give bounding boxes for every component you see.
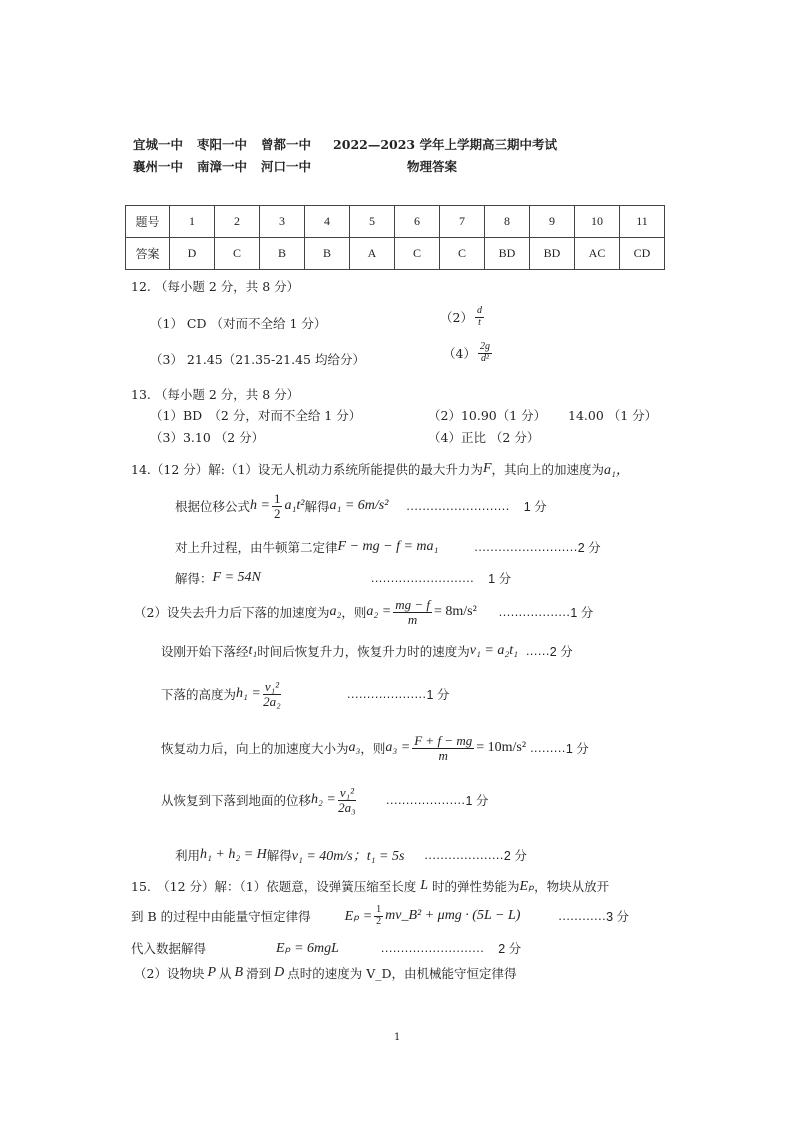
denominator: 2a₂: [263, 693, 281, 709]
denominator: m: [438, 747, 448, 763]
question-number: 9: [530, 206, 575, 238]
q14-intro: [131, 459, 630, 479]
text: （2）设失去升力后下落的加速度为: [134, 605, 330, 621]
school-name: 南漳一中: [197, 159, 248, 174]
math: Eₚ =: [344, 908, 373, 924]
dot-leader: ..........................: [370, 571, 475, 585]
numerator: v₁²: [339, 785, 355, 800]
table-row: [126, 206, 665, 238]
text: （2）设物块: [134, 966, 205, 981]
math: L: [420, 878, 429, 893]
q14-line-8: [161, 786, 488, 814]
q13-answer-4: （4）正比 （2 分）: [428, 430, 540, 445]
math: a₃ =: [385, 740, 411, 756]
dot-leader: ......: [525, 644, 550, 658]
question-number: 2: [215, 206, 260, 238]
q14-line-5: [161, 642, 573, 660]
math: Eₚ = 6mgL: [276, 940, 339, 956]
dot-leader: ....................: [347, 687, 427, 702]
table-header-cell: 答案: [126, 238, 170, 270]
q12-answer-1: （1） CD （对而不全给 1 分）: [150, 316, 327, 331]
question-number: 4: [305, 206, 350, 238]
q12-answer-2: [440, 306, 486, 328]
math: D: [274, 965, 285, 980]
question-number: 6: [395, 206, 440, 238]
table-row: [126, 238, 665, 270]
text: 从恢复到下落到地面的位移: [161, 793, 312, 809]
fraction: [263, 680, 281, 708]
text: ，其向上的加速度为: [491, 462, 605, 477]
answer-cell: A: [350, 238, 395, 270]
text: 解得: [304, 499, 330, 515]
numerator: 1: [273, 491, 281, 506]
answer-label: （2）: [440, 310, 473, 325]
fraction: [272, 492, 283, 520]
dot-leader: ..........................: [380, 941, 485, 955]
q14-line-1: [175, 492, 547, 520]
numerator: mg − f: [395, 597, 430, 612]
fraction: [475, 306, 484, 328]
answer-label: （4）: [443, 346, 476, 361]
q14-line-6: [161, 680, 449, 708]
math: v₁ = a₂t₁: [469, 643, 518, 658]
math: v₁ = 40m/s；t₁ = 5s: [291, 849, 405, 864]
q14-line-2: [175, 538, 601, 556]
q12-answer-3: （3） 21.45（21.35-21.45 均给分）: [150, 352, 365, 367]
fraction: [478, 342, 492, 364]
math: h₂ =: [311, 792, 336, 808]
text: ，则: [341, 605, 367, 621]
math: a₁ = 6m/s²: [329, 498, 389, 514]
dot-leader: ....................: [386, 793, 466, 808]
math: a₂: [329, 604, 342, 620]
score: 2 分: [577, 541, 601, 555]
text: 滑到: [246, 966, 272, 981]
score: 3 分: [606, 910, 630, 924]
answer-cell: BD: [485, 238, 530, 270]
denominator: 2: [376, 915, 382, 927]
q13-answer-2: （2）10.90（1 分）: [428, 408, 547, 423]
math: a₁，: [604, 463, 630, 478]
math: P: [207, 965, 217, 980]
question-number: 10: [575, 206, 620, 238]
dot-leader: ..........................: [406, 499, 510, 514]
score: 2 分: [498, 942, 522, 956]
q14-line-3: [175, 569, 511, 587]
answer-cell: BD: [530, 238, 575, 270]
math: h₁ + h₂ = H: [200, 847, 267, 862]
text: 从: [219, 966, 232, 981]
numerator: F + f − mg: [414, 733, 473, 748]
question-number: 1: [170, 206, 215, 238]
q15-line-2: [131, 939, 521, 957]
q14-line-7: [161, 734, 589, 762]
answer-cell: C: [395, 238, 440, 270]
question-number: 11: [620, 206, 665, 238]
math: = 10m/s²: [476, 740, 527, 756]
text: 对上升过程，由牛顿第二定律: [175, 540, 338, 555]
exam-title: 2022—2023 学年上学期高三期中考试: [333, 137, 557, 152]
score: 1 分: [523, 500, 547, 515]
math: h =: [250, 498, 270, 514]
math: a₃: [348, 740, 361, 756]
school-name: 河口一中: [261, 159, 312, 174]
math: B: [234, 965, 244, 980]
text: 点时的速度为 V_D，由机械能守恒定律得: [287, 966, 517, 981]
text: 利用: [175, 848, 201, 863]
fraction: [374, 905, 383, 927]
answer-cell: B: [260, 238, 305, 270]
school-name: 襄州一中: [133, 159, 184, 174]
q15-line-1: [131, 905, 629, 927]
math: F: [482, 461, 492, 476]
text: 根据位移公式: [175, 499, 251, 515]
text: 解得：: [175, 571, 213, 586]
score: 1 分: [465, 794, 489, 809]
fraction: [393, 598, 432, 626]
text: 时间后恢复升力，恢复升力时的速度为: [257, 644, 470, 659]
text: 15. （12 分）解：（1）依题意，设弹簧压缩至长度: [131, 879, 417, 894]
header-row-1: [133, 135, 557, 153]
score: 1 分: [570, 606, 594, 621]
q14-line-9: [175, 845, 527, 865]
math: a₁t²: [284, 498, 305, 514]
q13-answer-3: （3）3.10 （2 分）: [150, 430, 265, 445]
school-name: 曾都一中: [261, 137, 312, 152]
denominator: t: [478, 316, 481, 328]
numerator: 1: [376, 904, 382, 915]
school-name: 宜城一中: [133, 137, 184, 152]
fraction: [338, 786, 356, 814]
dot-leader: ..........................: [474, 540, 578, 554]
page-number: 1: [394, 1032, 401, 1043]
score: 1 分: [426, 688, 450, 703]
q12-answer-4: [443, 342, 494, 364]
denominator: 2a₃: [338, 799, 356, 815]
text: 设刚开始下落经: [161, 644, 249, 659]
math: F = 54N: [212, 570, 261, 585]
dot-leader: ..................: [498, 605, 571, 620]
q13-answer-1: （1）BD （2 分，对而不全给 1 分）: [150, 408, 362, 423]
answer-cell: CD: [620, 238, 665, 270]
answer-cell: B: [305, 238, 350, 270]
text: 下落的高度为: [161, 687, 237, 703]
math: Eₚ: [519, 878, 535, 894]
math: t₁: [248, 643, 258, 658]
answer-table: [125, 205, 665, 270]
answer-cell: C: [215, 238, 260, 270]
dot-leader: ............: [558, 909, 607, 923]
table-header-cell: 题号: [126, 206, 170, 238]
q12-title: 12. （每小题 2 分，共 8 分）: [131, 279, 300, 294]
school-name: 枣阳一中: [197, 137, 248, 152]
dot-leader: .........: [530, 741, 566, 756]
numerator: d: [476, 305, 482, 316]
text: ，则: [360, 741, 386, 757]
score: 1 分: [488, 572, 512, 586]
text: 代入数据解得: [131, 941, 207, 956]
answer-cell: AC: [575, 238, 620, 270]
question-number: 7: [440, 206, 485, 238]
score: 1 分: [565, 742, 589, 757]
q15-intro: [131, 877, 609, 895]
q13-answer-2b: 14.00 （1 分）: [568, 408, 658, 423]
math: mv_B² + μmg · (5L − L): [385, 908, 521, 923]
math: = 8m/s²: [433, 604, 477, 620]
fraction: [412, 734, 474, 762]
numerator: 2g: [479, 341, 490, 352]
text: 解得: [266, 848, 292, 863]
question-number: 5: [350, 206, 395, 238]
header-row-2: [133, 157, 457, 175]
denominator: d²: [480, 352, 489, 364]
math: h₁ =: [236, 686, 261, 702]
score: 2 分: [549, 645, 573, 659]
denominator: 2: [273, 505, 281, 521]
q15-line-3: [134, 964, 517, 982]
answer-cell: C: [440, 238, 485, 270]
text: 到 B 的过程中由能量守恒定律得: [131, 909, 311, 924]
score: 2 分: [503, 849, 527, 863]
dot-leader: ....................: [424, 848, 504, 862]
q13-title: 13. （每小题 2 分，共 8 分）: [131, 387, 300, 402]
answer-cell: D: [170, 238, 215, 270]
q14-line-4: [134, 598, 593, 626]
denominator: m: [407, 611, 418, 627]
math: a₂ =: [366, 604, 392, 620]
question-number: 8: [485, 206, 530, 238]
text: 时的弹性势能为: [432, 879, 520, 894]
text: 恢复动力后，向上的加速度大小为: [161, 741, 349, 757]
math: F − mg − f = ma₁: [337, 539, 439, 554]
text: 14.（12 分）解:（1）设无人机动力系统所能提供的最大升力为: [131, 462, 483, 477]
numerator: v₁²: [264, 679, 280, 694]
subject-title: 物理答案: [407, 159, 458, 174]
text: ，物块从放开: [534, 879, 610, 894]
question-number: 3: [260, 206, 305, 238]
